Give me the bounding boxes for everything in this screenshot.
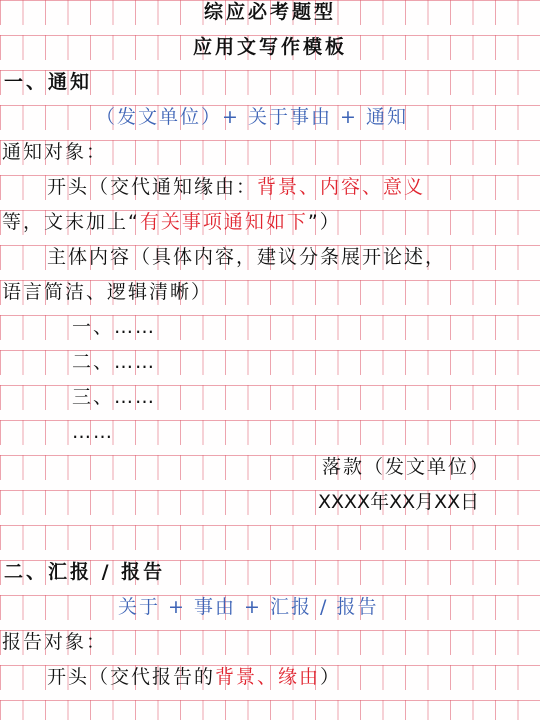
notice-opening-line1 xyxy=(0,175,540,200)
notice-opening-line2-prefix: 等，文末加上“ xyxy=(2,211,140,233)
notice-body-line2-text: 语言简洁、逻辑清晰） xyxy=(2,281,213,303)
notice-formula-text: （发文单位）+ 关于事由 + 通知 xyxy=(96,106,408,128)
notice-opening-prefix: 开头（交代通知缘由： xyxy=(47,176,258,198)
report-formula-text: 关于 + 事由 + 汇报 / 报告 xyxy=(118,596,379,618)
notice-target-text: 通知对象： xyxy=(2,141,108,163)
notice-opening-line2 xyxy=(0,210,540,235)
notice-item-2 xyxy=(0,350,540,375)
page-subtitle xyxy=(0,35,540,60)
notice-signature-text: 落款（发文单位） xyxy=(322,456,491,478)
notice-item-3 xyxy=(0,385,540,410)
notice-body-line1 xyxy=(0,245,540,270)
notice-target xyxy=(0,140,540,165)
notice-date xyxy=(0,490,540,515)
section-report-heading-text: 二、汇报 / 报告 xyxy=(4,561,166,583)
notice-opening-line2-suffix: ”） xyxy=(307,211,341,233)
report-formula xyxy=(0,595,540,620)
notice-body-line2 xyxy=(0,280,540,305)
notice-body-line1-text: 主体内容（具体内容，建议分条展开论述， xyxy=(47,246,447,268)
report-target xyxy=(0,630,540,655)
notice-opening-highlight-2: 有关事项通知如下 xyxy=(139,211,308,233)
section-notice-heading xyxy=(0,70,540,95)
subtitle-text: 应用文写作模板 xyxy=(192,36,347,58)
report-opening-suffix: ） xyxy=(320,666,342,688)
report-opening-highlight: 背景、缘由 xyxy=(215,666,321,688)
report-opening xyxy=(0,665,540,690)
title-text: 综应必考题型 xyxy=(203,1,336,23)
notice-signature xyxy=(0,455,540,480)
section-notice-heading-text: 一、通知 xyxy=(4,71,93,93)
notice-formula xyxy=(0,105,540,130)
notice-date-text: XXXX年XX月XX日 xyxy=(318,491,480,513)
notice-item-4 xyxy=(0,420,540,445)
notice-item-1 xyxy=(0,315,540,340)
report-opening-prefix: 开头（交代报告的 xyxy=(47,666,216,688)
page-title xyxy=(0,0,540,25)
notice-item-3-text: 三、…… xyxy=(72,386,157,408)
report-target-text: 报告对象： xyxy=(2,631,108,653)
notice-item-1-text: 一、…… xyxy=(72,316,157,338)
notice-item-4-text: …… xyxy=(72,421,114,443)
notice-opening-highlight: 背景、内容、意义 xyxy=(257,176,426,198)
section-report-heading xyxy=(0,560,540,585)
notice-item-2-text: 二、…… xyxy=(72,351,157,373)
